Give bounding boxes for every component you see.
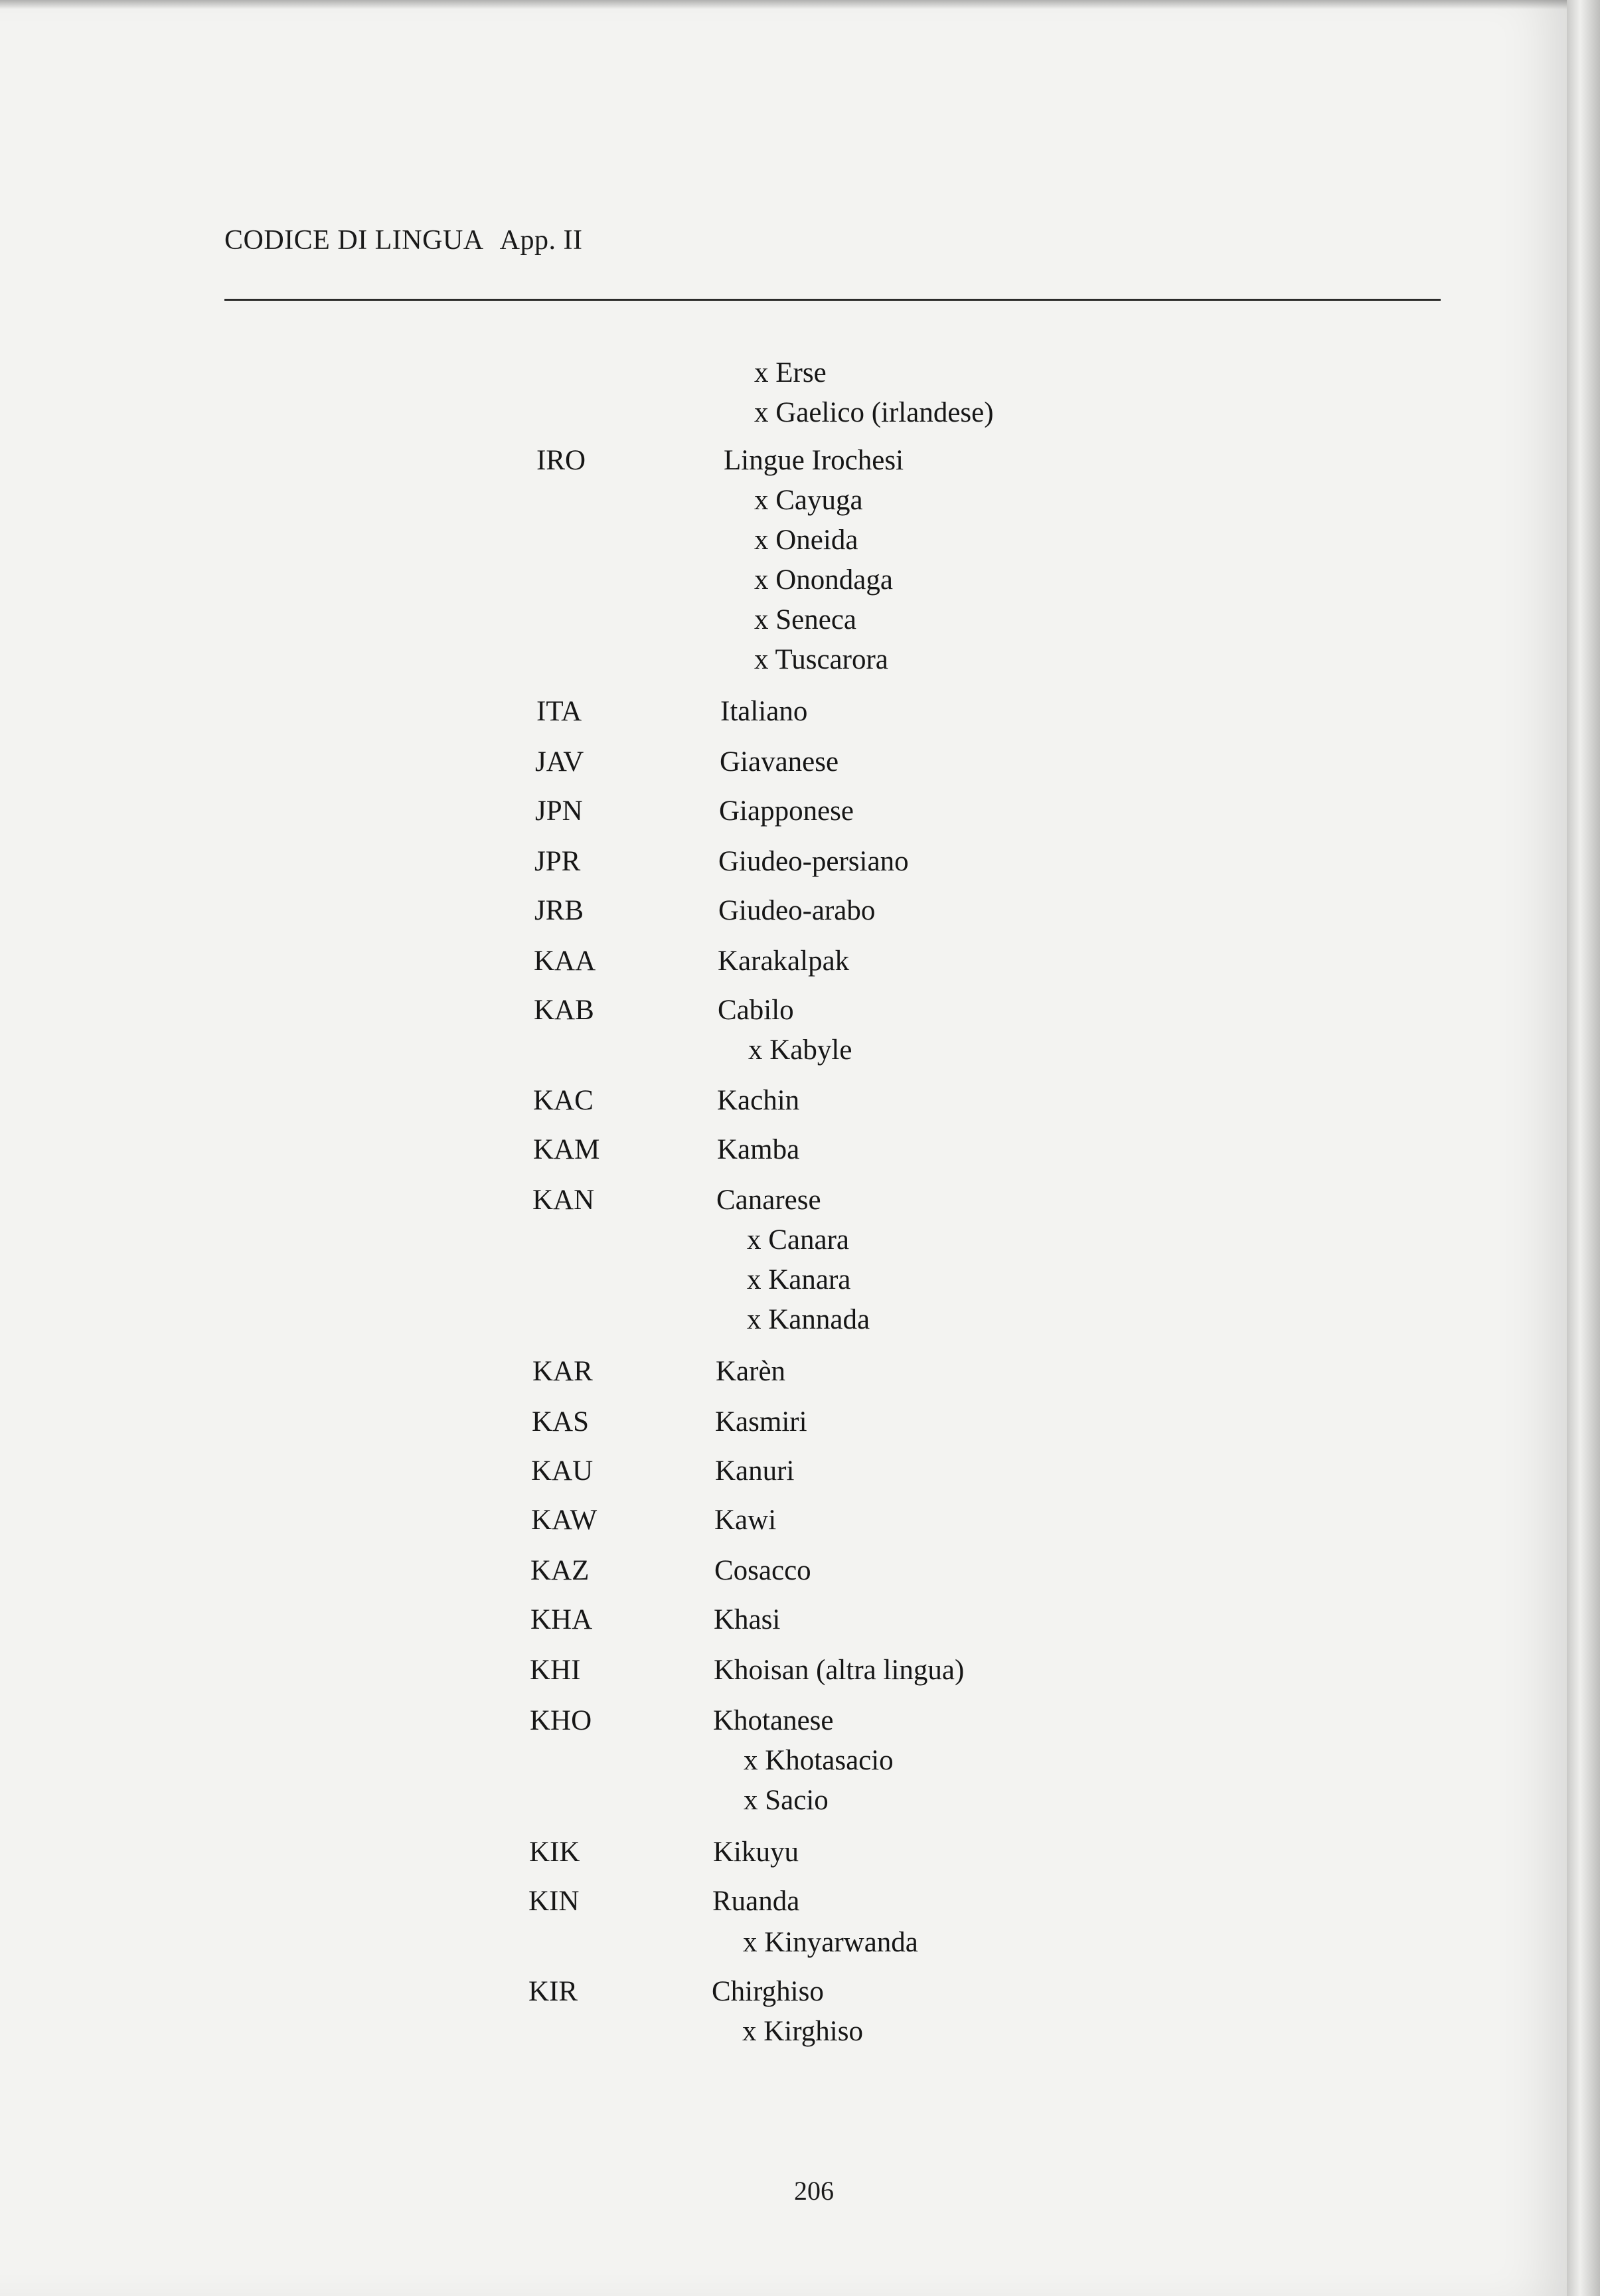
language-code: IRO <box>536 445 586 476</box>
language-code: KAM <box>533 1134 600 1165</box>
alternate-name-text: Kabyle <box>769 1034 852 1066</box>
language-code: KIN <box>528 1886 580 1917</box>
page-number: 206 <box>794 2176 834 2206</box>
language-alternate-name <box>754 606 856 634</box>
language-code: KHA <box>530 1604 593 1635</box>
language-code: KHI <box>530 1655 581 1686</box>
language-alternate-name <box>747 1266 850 1294</box>
alternate-name-text: Kannada <box>768 1304 870 1335</box>
language-alternate-name <box>747 1226 849 1254</box>
alternate-name-text: Cayuga <box>775 485 863 516</box>
header-section: App. II <box>499 225 583 256</box>
language-alternate-name <box>744 1746 894 1775</box>
alternate-prefix: x <box>747 1264 761 1295</box>
language-name: Kachin <box>717 1085 800 1116</box>
alternate-prefix: x <box>754 604 769 635</box>
alternate-prefix: x <box>742 2016 757 2047</box>
language-alternate-name <box>744 1786 829 1815</box>
language-name: Kamba <box>717 1134 800 1165</box>
language-code: KIK <box>529 1837 580 1868</box>
language-code: KIR <box>528 1976 578 2007</box>
language-alternate-name <box>754 359 827 387</box>
alternate-name-text: Kinyarwanda <box>764 1927 918 1958</box>
language-name: Khotanese <box>713 1705 834 1736</box>
language-alternate-name <box>754 566 893 594</box>
language-name: Giudeo-persiano <box>718 846 909 877</box>
language-name: Kasmiri <box>715 1406 807 1437</box>
language-alternate-name <box>743 1928 918 1957</box>
alternate-prefix: x <box>747 1304 761 1335</box>
language-name: Giudeo-arabo <box>718 895 876 926</box>
page-edge <box>1567 0 1600 2296</box>
alternate-prefix: x <box>747 1224 761 1256</box>
alternate-name-text: Canara <box>768 1224 850 1256</box>
language-code: KAW <box>531 1505 598 1536</box>
running-header <box>224 224 582 256</box>
language-name: Giapponese <box>719 795 854 827</box>
language-name: Cabilo <box>718 995 794 1026</box>
header-title: CODICE DI LINGUA <box>224 225 484 256</box>
alternate-prefix: x <box>748 1034 763 1066</box>
alternate-name-text: Seneca <box>775 604 857 635</box>
language-code: KAR <box>532 1356 593 1387</box>
header-rule <box>224 299 1441 301</box>
language-name: Kikuyu <box>713 1837 799 1868</box>
alternate-name-text: Kanara <box>768 1264 851 1295</box>
language-name: Kawi <box>714 1505 777 1536</box>
alternate-name-text: Oneida <box>775 525 858 556</box>
language-code: JAV <box>535 746 584 778</box>
alternate-prefix: x <box>744 1785 758 1816</box>
language-alternate-name <box>754 526 858 554</box>
page-top-shadow <box>0 0 1567 9</box>
language-code: JPR <box>534 846 581 877</box>
language-name: Giavanese <box>720 746 839 778</box>
alternate-name-text: Kirghiso <box>763 2016 863 2047</box>
alternate-prefix: x <box>754 357 769 388</box>
language-name: Kanuri <box>715 1455 795 1487</box>
alternate-prefix: x <box>754 397 769 428</box>
language-name: Chirghiso <box>712 1976 824 2007</box>
language-code: KAB <box>534 995 594 1026</box>
alternate-name-text: Onondaga <box>775 564 893 596</box>
alternate-name-text: Tuscarora <box>775 644 888 675</box>
alternate-prefix: x <box>744 1745 758 1776</box>
language-code: JPN <box>535 795 583 827</box>
alternate-prefix: x <box>754 564 769 596</box>
language-name: Khoisan (altra lingua) <box>714 1655 965 1686</box>
alternate-name-text: Sacio <box>765 1785 829 1816</box>
language-code: KAZ <box>530 1555 590 1586</box>
alternate-prefix: x <box>754 485 769 516</box>
language-code: ITA <box>536 696 582 727</box>
language-name: Italiano <box>720 696 808 727</box>
language-alternate-name <box>747 1305 870 1334</box>
alternate-name-text: Khotasacio <box>765 1745 894 1776</box>
alternate-prefix: x <box>754 525 769 556</box>
alternate-name-text: Erse <box>775 357 827 388</box>
language-name: Karakalpak <box>718 945 850 977</box>
language-code: KAS <box>532 1406 590 1437</box>
language-name: Cosacco <box>714 1555 811 1586</box>
language-code: JRB <box>534 895 584 926</box>
language-alternate-name <box>754 398 994 427</box>
language-code: KAC <box>533 1085 594 1116</box>
language-code: KAU <box>531 1455 594 1487</box>
language-alternate-name <box>754 645 888 674</box>
language-name: Canarese <box>716 1185 821 1216</box>
language-name: Ruanda <box>712 1886 800 1917</box>
alternate-prefix: x <box>743 1927 758 1958</box>
language-alternate-name <box>754 486 863 515</box>
alternate-name-text: Gaelico (irlandese) <box>775 397 994 428</box>
language-alternate-name <box>742 2017 863 2046</box>
language-code: KAN <box>532 1185 595 1216</box>
language-code: KAA <box>534 945 596 977</box>
alternate-prefix: x <box>754 644 769 675</box>
language-name: Karèn <box>716 1356 786 1387</box>
language-name: Lingue Irochesi <box>724 445 904 476</box>
language-alternate-name <box>748 1036 852 1064</box>
language-code: KHO <box>530 1705 592 1736</box>
language-name: Khasi <box>714 1604 781 1635</box>
